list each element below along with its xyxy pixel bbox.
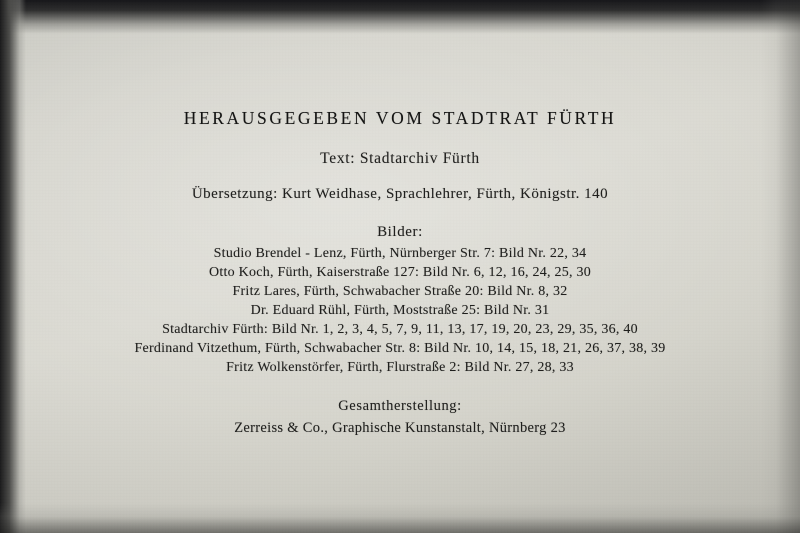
translation-credit: Übersetzung: Kurt Weidhase, Sprachlehrer, Fürth, Königstr. 140 xyxy=(191,186,609,202)
picture-credit-line: Fritz Lares, Fürth, Schwabacher Straße 20: Bild Nr. 8, 32 xyxy=(232,284,568,299)
production-credit: Zerreiss & Co., Graphische Kunstanstalt, Nürnberg 23 xyxy=(234,420,566,436)
text-credit: Text: Stadtarchiv Fürth xyxy=(320,150,480,167)
picture-credit-line: Dr. Eduard Rühl, Fürth, Moststraße 25: Bild Nr. 31 xyxy=(250,303,550,318)
picture-credit-line: Stadtarchiv Fürth: Bild Nr. 1, 2, 3, 4, 5, 7, 9, 11, 13, 17, 19, 20, 23, 29, 35, 36, 40 xyxy=(162,322,638,337)
production-section-label: Gesamtherstellung: xyxy=(338,398,462,414)
publisher-heading: HERAUSGEGEBEN VOM STADTRAT FÜRTH xyxy=(183,108,617,128)
picture-credit-line: Studio Brendel - Lenz, Fürth, Nürnberger Str. 7: Bild Nr. 22, 34 xyxy=(213,246,587,261)
picture-credit-line: Otto Koch, Fürth, Kaiserstraße 127: Bild Nr. 6, 12, 16, 24, 25, 30 xyxy=(208,265,592,280)
pictures-section-label: Bilder: xyxy=(377,224,423,240)
picture-credit-line: Fritz Wolkenstörfer, Fürth, Flurstraße 2: Bild Nr. 27, 28, 33 xyxy=(226,360,574,375)
picture-credit-line: Ferdinand Vitzethum, Fürth, Schwabacher Str. 8: Bild Nr. 10, 14, 15, 18, 21, 26, 37, 38, 39 xyxy=(134,341,666,356)
